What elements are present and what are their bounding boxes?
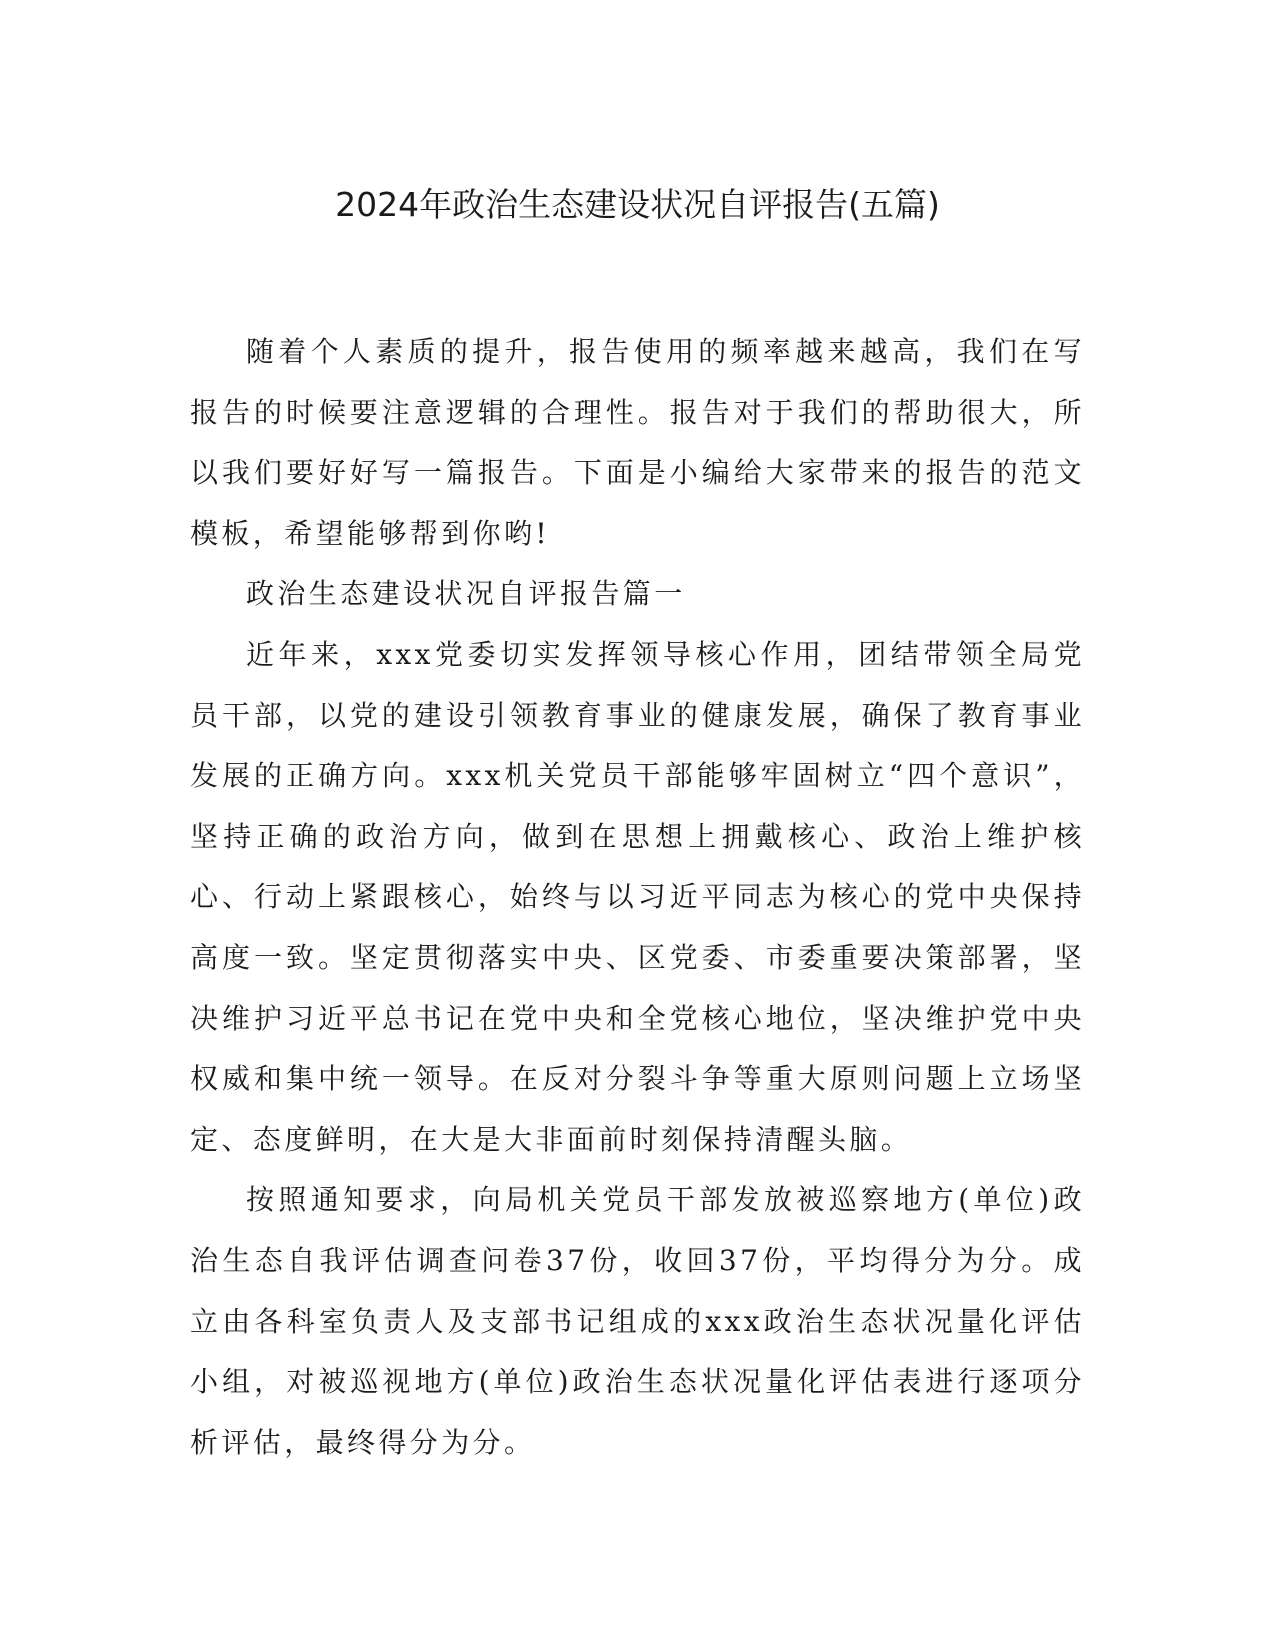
document-title: 2024年政治生态建设状况自评报告(五篇) [335,185,940,224]
intro-paragraph: 随着个人素质的提升，报告使用的频率越来越高，我们在写报告的时候要注意逻辑的合理性。报告对于我们的帮助很大，所以我们要好好写一篇报告。下面是小编给大家带来的报告的范文模板，希望能够帮到你哟! [190,335,1085,550]
document-body [190,322,1085,1473]
body-paragraph: 近年来，xxx党委切实发挥领导核心作用，团结带领全局党员干部，以党的建设引领教育事业的健康发展，确保了教育事业发展的正确方向。xxx机关党员干部能够牢固树立“四个意识”，坚持正确的政治方向，做到在思想上拥戴核心、政治上维护核心、行动上紧跟核心，始终与以习近平同志为核心的党中央保持高度一致。坚定贯彻落实中央、区党委、市委重要决策部署，坚决维护习近平总书记在党中央和全党核心地位，坚决维护党中央权威和集中统一领导。在反对分裂斗争等重大原则问题上立场坚定、态度鲜明，在大是大非面前时刻保持清醒头脑。 [190,637,1085,1156]
section-heading: 政治生态建设状况自评报告篇一 [246,577,686,611]
body-paragraph: 按照通知要求，向局机关党员干部发放被巡察地方(单位)政治生态自我评估调查问卷37份，收回37份，平均得分为分。成立由各科室负责人及支部书记组成的xxx政治生态状况量化评估小组，对被巡视地方(单位)政治生态状况量化评估表进行逐项分析评估，最终得分为分。 [190,1183,1085,1459]
